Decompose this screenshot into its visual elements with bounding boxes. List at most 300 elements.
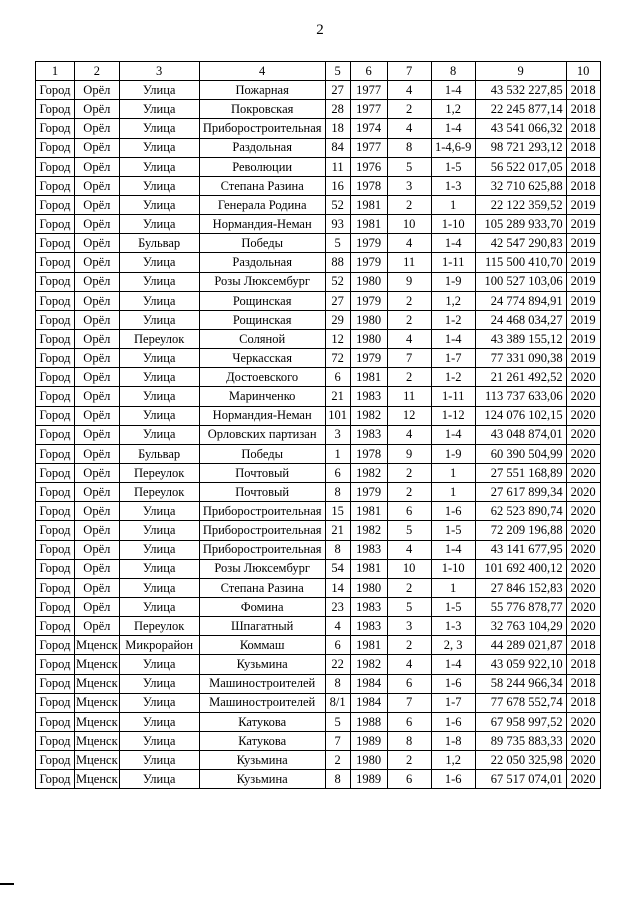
- table-row: [36, 578, 601, 597]
- cell-amount: 67 958 997,52: [475, 712, 566, 731]
- cell-count: 6: [387, 712, 431, 731]
- cell-locality-type: Город: [36, 617, 75, 636]
- cell-house-number: 27: [325, 81, 350, 100]
- cell-locality: Орёл: [75, 215, 120, 234]
- cell-amount: 22 245 877,14: [475, 100, 566, 119]
- cell-amount: 43 389 155,12: [475, 329, 566, 348]
- cell-locality-type: Город: [36, 559, 75, 578]
- table-row: [36, 463, 601, 482]
- cell-locality-type: Город: [36, 406, 75, 425]
- cell-amount: 62 523 890,74: [475, 502, 566, 521]
- cell-range: 1,2: [431, 291, 475, 310]
- cell-street-name: Нормандия-Неман: [199, 406, 325, 425]
- table-row: [36, 731, 601, 750]
- cell-locality: Орёл: [75, 253, 120, 272]
- cell-street-type: Улица: [119, 215, 199, 234]
- cell-year: 2018: [566, 636, 600, 655]
- cell-amount: 27 617 899,34: [475, 483, 566, 502]
- cell-amount: 32 710 625,88: [475, 176, 566, 195]
- cell-locality-type: Город: [36, 502, 75, 521]
- cell-year: 2018: [566, 138, 600, 157]
- cell-street-name: Соляной: [199, 329, 325, 348]
- column-number-7: 7: [387, 62, 431, 81]
- table-row: [36, 444, 601, 463]
- cell-range: 1-9: [431, 272, 475, 291]
- cell-build-year: 1989: [350, 731, 387, 750]
- cell-locality: Мценск: [75, 636, 120, 655]
- cell-range: 1-5: [431, 157, 475, 176]
- cell-build-year: 1977: [350, 100, 387, 119]
- cell-locality-type: Город: [36, 483, 75, 502]
- cell-build-year: 1982: [350, 463, 387, 482]
- cell-locality: Орёл: [75, 119, 120, 138]
- cell-build-year: 1988: [350, 712, 387, 731]
- cell-street-type: Улица: [119, 674, 199, 693]
- cell-locality: Орёл: [75, 617, 120, 636]
- cell-range: 1-4: [431, 655, 475, 674]
- cell-build-year: 1981: [350, 215, 387, 234]
- cell-amount: 67 517 074,01: [475, 770, 566, 789]
- cell-count: 8: [387, 138, 431, 157]
- cell-locality-type: Город: [36, 731, 75, 750]
- cell-year: 2019: [566, 253, 600, 272]
- cell-range: 1-11: [431, 387, 475, 406]
- cell-range: 1-5: [431, 521, 475, 540]
- cell-street-type: Улица: [119, 176, 199, 195]
- table-row: [36, 215, 601, 234]
- cell-range: 1-10: [431, 215, 475, 234]
- cell-year: 2018: [566, 674, 600, 693]
- cell-locality: Орёл: [75, 81, 120, 100]
- cell-locality: Орёл: [75, 157, 120, 176]
- cell-year: 2019: [566, 310, 600, 329]
- cell-street-name: Фомина: [199, 597, 325, 616]
- cell-locality: Мценск: [75, 770, 120, 789]
- cell-street-name: Шпагатный: [199, 617, 325, 636]
- cell-build-year: 1978: [350, 176, 387, 195]
- cell-street-type: Улица: [119, 770, 199, 789]
- cell-year: 2020: [566, 770, 600, 789]
- cell-build-year: 1974: [350, 119, 387, 138]
- cell-year: 2018: [566, 81, 600, 100]
- cell-house-number: 4: [325, 617, 350, 636]
- cell-street-type: Улица: [119, 559, 199, 578]
- cell-locality-type: Город: [36, 425, 75, 444]
- cell-street-name: Приборостроительная: [199, 540, 325, 559]
- cell-count: 2: [387, 751, 431, 770]
- cell-year: 2020: [566, 597, 600, 616]
- column-number-6: 6: [350, 62, 387, 81]
- cell-street-name: Достоевского: [199, 368, 325, 387]
- cell-locality-type: Город: [36, 310, 75, 329]
- cell-locality-type: Город: [36, 770, 75, 789]
- cell-year: 2020: [566, 751, 600, 770]
- cell-build-year: 1989: [350, 770, 387, 789]
- cell-count: 5: [387, 597, 431, 616]
- cell-street-name: Почтовый: [199, 463, 325, 482]
- cell-build-year: 1977: [350, 138, 387, 157]
- cell-locality-type: Город: [36, 655, 75, 674]
- cell-locality-type: Город: [36, 272, 75, 291]
- cell-build-year: 1978: [350, 444, 387, 463]
- cell-locality: Орёл: [75, 559, 120, 578]
- cell-build-year: 1981: [350, 195, 387, 214]
- cell-range: 1-5: [431, 597, 475, 616]
- cell-count: 5: [387, 521, 431, 540]
- cell-amount: 55 776 878,77: [475, 597, 566, 616]
- cell-amount: 98 721 293,12: [475, 138, 566, 157]
- cell-street-name: Рощинская: [199, 310, 325, 329]
- cell-street-type: Улица: [119, 368, 199, 387]
- cell-street-name: Революции: [199, 157, 325, 176]
- cell-range: 1-6: [431, 674, 475, 693]
- cell-locality-type: Город: [36, 463, 75, 482]
- cell-street-type: Улица: [119, 291, 199, 310]
- cell-count: 2: [387, 291, 431, 310]
- cell-count: 7: [387, 693, 431, 712]
- cell-locality-type: Город: [36, 215, 75, 234]
- cell-amount: 60 390 504,99: [475, 444, 566, 463]
- cell-count: 12: [387, 406, 431, 425]
- cell-count: 11: [387, 387, 431, 406]
- cell-amount: 43 048 874,01: [475, 425, 566, 444]
- cell-count: 11: [387, 253, 431, 272]
- cell-street-name: Степана Разина: [199, 176, 325, 195]
- cell-house-number: 11: [325, 157, 350, 176]
- cell-locality: Орёл: [75, 349, 120, 368]
- cell-count: 3: [387, 617, 431, 636]
- cell-locality-type: Город: [36, 100, 75, 119]
- cell-count: 2: [387, 368, 431, 387]
- cell-street-type: Переулок: [119, 329, 199, 348]
- cell-street-name: Приборостроительная: [199, 521, 325, 540]
- cell-house-number: 21: [325, 521, 350, 540]
- cell-locality: Орёл: [75, 387, 120, 406]
- cell-range: 1-4: [431, 540, 475, 559]
- cell-house-number: 84: [325, 138, 350, 157]
- cell-amount: 77 331 090,38: [475, 349, 566, 368]
- cell-locality: Мценск: [75, 731, 120, 750]
- cell-house-number: 6: [325, 368, 350, 387]
- table-row: [36, 368, 601, 387]
- cell-build-year: 1981: [350, 636, 387, 655]
- cell-amount: 27 846 152,83: [475, 578, 566, 597]
- cell-locality-type: Город: [36, 81, 75, 100]
- table-row: [36, 387, 601, 406]
- cell-street-type: Улица: [119, 81, 199, 100]
- table-row: [36, 636, 601, 655]
- cell-street-name: Катукова: [199, 712, 325, 731]
- cell-street-name: Кузьмина: [199, 770, 325, 789]
- cell-year: 2020: [566, 425, 600, 444]
- cell-count: 6: [387, 502, 431, 521]
- cell-locality: Орёл: [75, 368, 120, 387]
- cell-range: 1-4,6-9: [431, 138, 475, 157]
- cell-range: 1: [431, 463, 475, 482]
- cell-count: 7: [387, 349, 431, 368]
- cell-amount: 21 261 492,52: [475, 368, 566, 387]
- cell-house-number: 14: [325, 578, 350, 597]
- cell-amount: 56 522 017,05: [475, 157, 566, 176]
- cell-house-number: 8/1: [325, 693, 350, 712]
- cell-locality: Мценск: [75, 655, 120, 674]
- cell-street-type: Улица: [119, 578, 199, 597]
- cell-count: 4: [387, 655, 431, 674]
- cell-locality-type: Город: [36, 387, 75, 406]
- table-row: [36, 540, 601, 559]
- cell-range: 1,2: [431, 751, 475, 770]
- cell-year: 2019: [566, 291, 600, 310]
- cell-range: 1: [431, 578, 475, 597]
- cell-street-name: Приборостроительная: [199, 502, 325, 521]
- cell-build-year: 1983: [350, 540, 387, 559]
- cell-locality-type: Город: [36, 751, 75, 770]
- cell-locality-type: Город: [36, 291, 75, 310]
- cell-street-name: Рощинская: [199, 291, 325, 310]
- cell-amount: 89 735 883,33: [475, 731, 566, 750]
- cell-house-number: 29: [325, 310, 350, 329]
- cell-locality-type: Город: [36, 329, 75, 348]
- cell-range: 1-10: [431, 559, 475, 578]
- table-row: [36, 157, 601, 176]
- cell-range: 1: [431, 483, 475, 502]
- cell-range: 1-6: [431, 712, 475, 731]
- cell-locality: Мценск: [75, 693, 120, 712]
- cell-count: 2: [387, 578, 431, 597]
- table-row: [36, 138, 601, 157]
- cell-street-type: Улица: [119, 387, 199, 406]
- cell-build-year: 1980: [350, 310, 387, 329]
- cell-house-number: 3: [325, 425, 350, 444]
- cell-street-type: Улица: [119, 310, 199, 329]
- cell-build-year: 1981: [350, 502, 387, 521]
- cell-build-year: 1980: [350, 578, 387, 597]
- column-number-10: 10: [566, 62, 600, 81]
- cell-range: 1-3: [431, 617, 475, 636]
- cell-range: 1-4: [431, 329, 475, 348]
- cell-year: 2020: [566, 617, 600, 636]
- cell-build-year: 1980: [350, 329, 387, 348]
- cell-house-number: 5: [325, 712, 350, 731]
- cell-street-name: Кузьмина: [199, 655, 325, 674]
- cell-build-year: 1979: [350, 291, 387, 310]
- cell-street-type: Улица: [119, 138, 199, 157]
- cell-build-year: 1979: [350, 253, 387, 272]
- cell-year: 2020: [566, 521, 600, 540]
- cell-street-type: Улица: [119, 272, 199, 291]
- cell-house-number: 101: [325, 406, 350, 425]
- table-row: [36, 291, 601, 310]
- cell-house-number: 6: [325, 463, 350, 482]
- cell-build-year: 1981: [350, 368, 387, 387]
- cell-build-year: 1984: [350, 693, 387, 712]
- cell-house-number: 2: [325, 751, 350, 770]
- cell-locality-type: Город: [36, 521, 75, 540]
- cell-locality: Орёл: [75, 310, 120, 329]
- cell-locality: Мценск: [75, 751, 120, 770]
- cell-year: 2020: [566, 712, 600, 731]
- table-row: [36, 119, 601, 138]
- cell-locality-type: Город: [36, 138, 75, 157]
- cell-year: 2019: [566, 349, 600, 368]
- cell-range: 2, 3: [431, 636, 475, 655]
- cell-build-year: 1977: [350, 81, 387, 100]
- column-number-2: 2: [75, 62, 120, 81]
- cell-street-type: Улица: [119, 751, 199, 770]
- page-edge-mark: [0, 883, 14, 885]
- cell-count: 10: [387, 215, 431, 234]
- cell-year: 2020: [566, 387, 600, 406]
- cell-locality-type: Город: [36, 540, 75, 559]
- cell-locality: Мценск: [75, 674, 120, 693]
- cell-range: 1-2: [431, 310, 475, 329]
- cell-amount: 43 532 227,85: [475, 81, 566, 100]
- table-row: [36, 655, 601, 674]
- cell-street-type: Бульвар: [119, 234, 199, 253]
- cell-locality-type: Город: [36, 176, 75, 195]
- cell-amount: 24 468 034,27: [475, 310, 566, 329]
- table-row: [36, 425, 601, 444]
- cell-count: 4: [387, 425, 431, 444]
- cell-locality: Орёл: [75, 272, 120, 291]
- cell-year: 2018: [566, 176, 600, 195]
- cell-count: 4: [387, 81, 431, 100]
- cell-year: 2019: [566, 234, 600, 253]
- cell-house-number: 54: [325, 559, 350, 578]
- cell-house-number: 23: [325, 597, 350, 616]
- cell-build-year: 1976: [350, 157, 387, 176]
- header-row: [36, 62, 601, 81]
- cell-range: 1-3: [431, 176, 475, 195]
- cell-range: 1-4: [431, 81, 475, 100]
- cell-street-name: Черкасская: [199, 349, 325, 368]
- cell-locality: Орёл: [75, 291, 120, 310]
- cell-range: 1,2: [431, 100, 475, 119]
- cell-house-number: 12: [325, 329, 350, 348]
- cell-count: 6: [387, 674, 431, 693]
- cell-locality: Орёл: [75, 195, 120, 214]
- cell-amount: 32 763 104,29: [475, 617, 566, 636]
- cell-amount: 22 122 359,52: [475, 195, 566, 214]
- cell-amount: 113 737 633,06: [475, 387, 566, 406]
- cell-locality-type: Город: [36, 712, 75, 731]
- cell-amount: 44 289 021,87: [475, 636, 566, 655]
- cell-street-name: Раздольная: [199, 138, 325, 157]
- cell-house-number: 16: [325, 176, 350, 195]
- cell-year: 2020: [566, 444, 600, 463]
- cell-year: 2019: [566, 215, 600, 234]
- cell-street-name: Орловских партизан: [199, 425, 325, 444]
- cell-house-number: 15: [325, 502, 350, 521]
- cell-street-name: Генерала Родина: [199, 195, 325, 214]
- cell-locality: Орёл: [75, 597, 120, 616]
- cell-locality-type: Город: [36, 597, 75, 616]
- cell-range: 1-6: [431, 770, 475, 789]
- cell-locality-type: Город: [36, 444, 75, 463]
- cell-street-type: Улица: [119, 521, 199, 540]
- cell-street-name: Пожарная: [199, 81, 325, 100]
- cell-count: 4: [387, 540, 431, 559]
- cell-locality: Орёл: [75, 138, 120, 157]
- cell-locality-type: Город: [36, 349, 75, 368]
- cell-street-type: Улица: [119, 712, 199, 731]
- cell-locality-type: Город: [36, 693, 75, 712]
- table-row: [36, 712, 601, 731]
- table-row: [36, 770, 601, 789]
- cell-year: 2020: [566, 502, 600, 521]
- cell-house-number: 22: [325, 655, 350, 674]
- cell-year: 2018: [566, 693, 600, 712]
- table-row: [36, 349, 601, 368]
- cell-locality: Орёл: [75, 100, 120, 119]
- cell-year: 2019: [566, 329, 600, 348]
- cell-locality-type: Город: [36, 119, 75, 138]
- cell-range: 1-4: [431, 234, 475, 253]
- table-row: [36, 597, 601, 616]
- cell-street-name: Почтовый: [199, 483, 325, 502]
- table-body: [36, 81, 601, 789]
- cell-count: 4: [387, 329, 431, 348]
- cell-year: 2018: [566, 655, 600, 674]
- table-row: [36, 100, 601, 119]
- table-row: [36, 674, 601, 693]
- cell-street-name: Коммаш: [199, 636, 325, 655]
- cell-street-name: Маринченко: [199, 387, 325, 406]
- table-row: [36, 483, 601, 502]
- cell-year: 2020: [566, 578, 600, 597]
- cell-range: 1-9: [431, 444, 475, 463]
- table-row: [36, 751, 601, 770]
- cell-locality: Орёл: [75, 329, 120, 348]
- cell-year: 2019: [566, 195, 600, 214]
- cell-amount: 43 141 677,95: [475, 540, 566, 559]
- cell-house-number: 8: [325, 540, 350, 559]
- cell-street-name: Катукова: [199, 731, 325, 750]
- table-row: [36, 234, 601, 253]
- cell-amount: 42 547 290,83: [475, 234, 566, 253]
- cell-locality: Орёл: [75, 176, 120, 195]
- cell-year: 2018: [566, 157, 600, 176]
- cell-street-name: Розы Люксембург: [199, 559, 325, 578]
- cell-locality: Мценск: [75, 712, 120, 731]
- cell-build-year: 1983: [350, 617, 387, 636]
- cell-count: 2: [387, 310, 431, 329]
- table-row: [36, 253, 601, 272]
- table-row: [36, 272, 601, 291]
- cell-street-name: Машиностроителей: [199, 674, 325, 693]
- cell-locality-type: Город: [36, 578, 75, 597]
- cell-locality-type: Город: [36, 674, 75, 693]
- cell-amount: 101 692 400,12: [475, 559, 566, 578]
- cell-amount: 27 551 168,89: [475, 463, 566, 482]
- cell-build-year: 1979: [350, 234, 387, 253]
- cell-range: 1-7: [431, 349, 475, 368]
- cell-count: 10: [387, 559, 431, 578]
- cell-build-year: 1983: [350, 597, 387, 616]
- cell-street-type: Переулок: [119, 617, 199, 636]
- cell-count: 3: [387, 176, 431, 195]
- cell-street-type: Улица: [119, 655, 199, 674]
- cell-house-number: 52: [325, 195, 350, 214]
- cell-count: 4: [387, 119, 431, 138]
- table-row: [36, 559, 601, 578]
- column-number-9: 9: [475, 62, 566, 81]
- cell-count: 2: [387, 463, 431, 482]
- cell-amount: 43 059 922,10: [475, 655, 566, 674]
- cell-locality: Орёл: [75, 444, 120, 463]
- table-row: [36, 310, 601, 329]
- cell-range: 1-12: [431, 406, 475, 425]
